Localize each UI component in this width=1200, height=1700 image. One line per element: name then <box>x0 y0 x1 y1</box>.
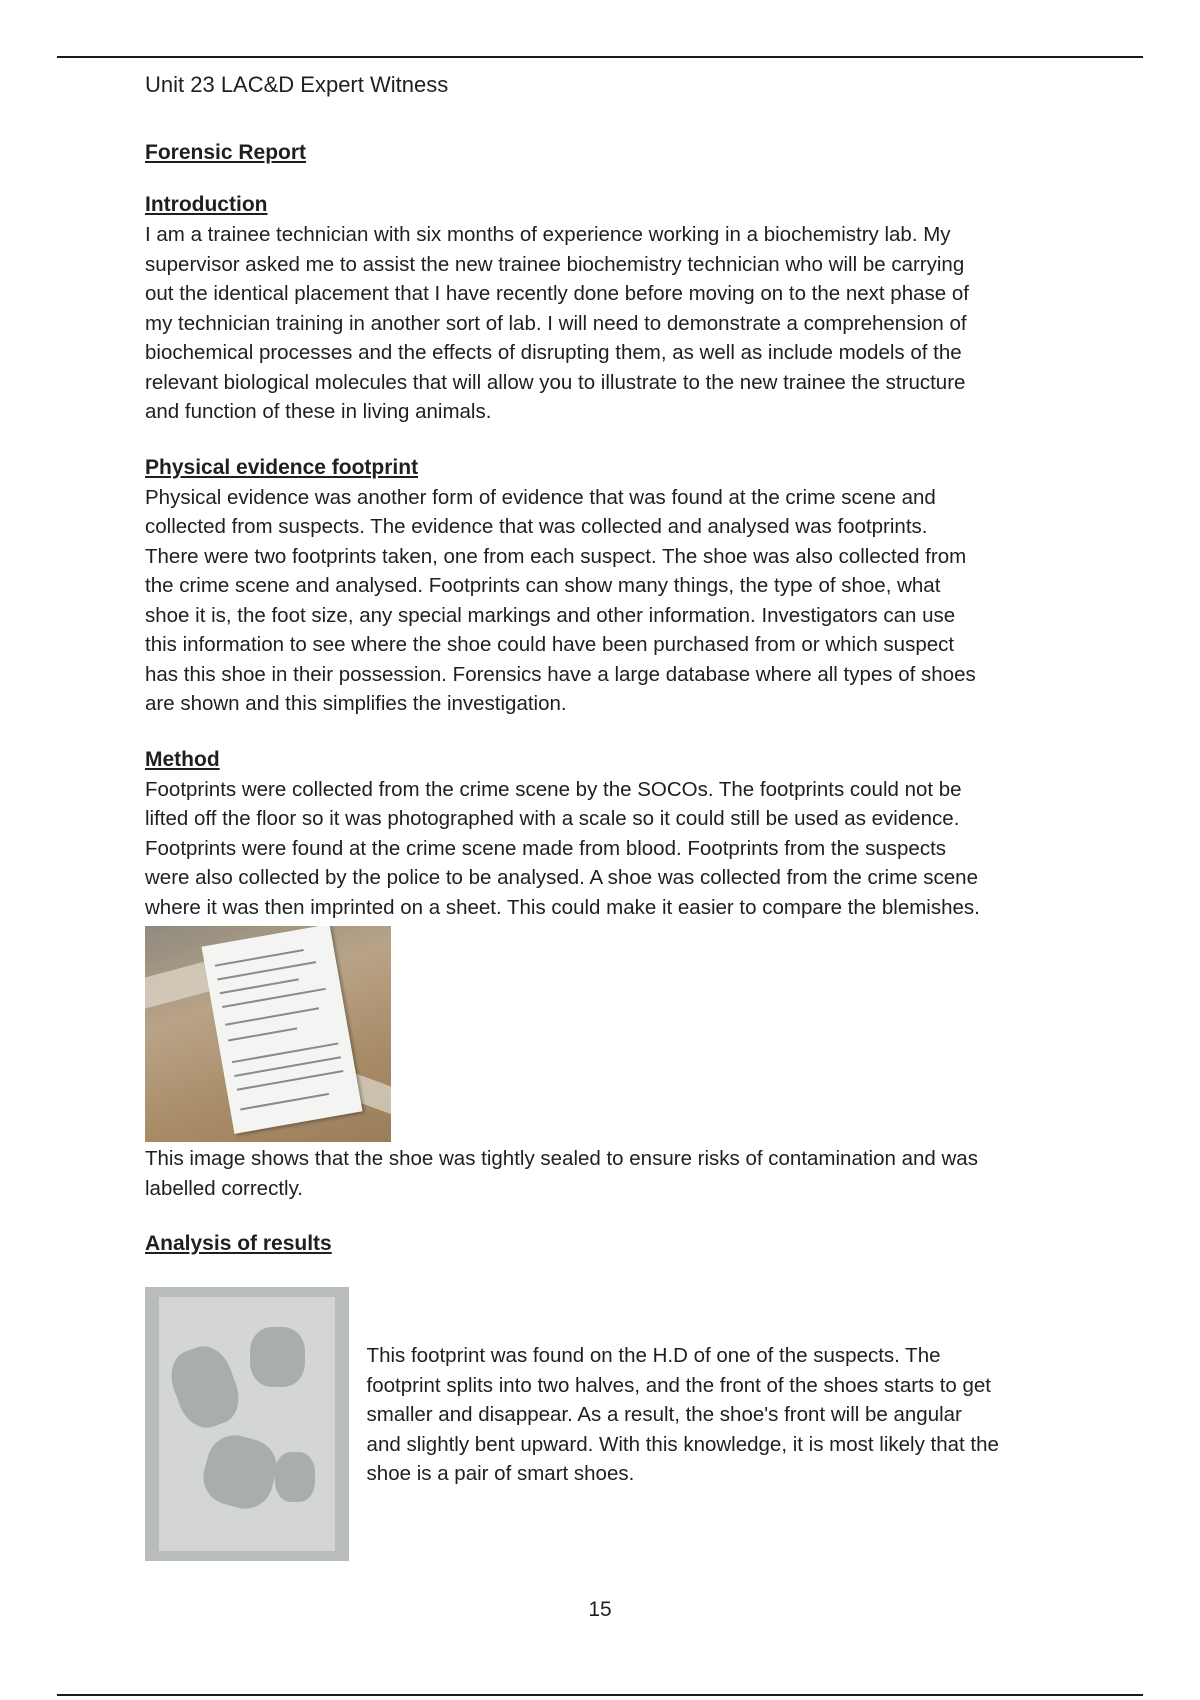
paragraph-line: and slightly bent upward. With this knowledge, it is most likely that the <box>366 1432 999 1456</box>
paragraph-line: where it was then imprinted on a sheet. This could make it easier to compare the blemishes. <box>145 895 980 919</box>
footprint-mark <box>275 1452 315 1502</box>
paragraph-line: Physical evidence was another form of evidence that was found at the crime scene and <box>145 485 936 509</box>
paragraph-line: Footprints were collected from the crime scene by the SOCOs. The footprints could not be <box>145 777 962 801</box>
paragraph-line: the crime scene and analysed. Footprints can show many things, the type of shoe, what <box>145 574 941 597</box>
analysis-paragraph <box>367 1341 1065 1561</box>
footprint-sheet <box>159 1297 335 1551</box>
paragraph-line: out the identical placement that I have recently done before moving on to the next phase of <box>145 282 969 305</box>
page-number: 15 <box>588 1598 612 1621</box>
paragraph-line: Footprints were found at the crime scene made from blood. Footprints from the suspects <box>145 836 947 860</box>
evidence-label-sheet <box>201 926 362 1134</box>
paragraph-line: smaller and disappear. As a result, the shoe's front will be angular <box>366 1403 962 1426</box>
paragraph-line: are shown and this simplifies the investigation. <box>145 692 567 715</box>
paragraph-line: this information to see where the shoe could have been purchased from or which suspect <box>145 633 955 656</box>
analysis-block <box>145 1287 1065 1561</box>
paragraph-line: shoe it is, the foot size, any special markings and other information. Investigators can use <box>145 603 956 627</box>
running-header: Unit 23 LAC&D Expert Witness <box>145 72 449 97</box>
paragraph-line: This footprint was found on the H.D of one of the suspects. The <box>366 1344 941 1367</box>
paragraph-line: I am a trainee technician with six months of experience working in a biochemistry lab. My <box>145 223 951 246</box>
caption-line: This image shows that the shoe was tightly sealed to ensure risks of contamination and was <box>145 1147 978 1170</box>
paragraph-line: shoe is a pair of smart shoes. <box>366 1462 635 1485</box>
paragraph-line: lifted off the floor so it was photographed with a scale so it could still be used as evidence. <box>145 807 960 830</box>
caption-line: labelled correctly. <box>145 1176 303 1200</box>
paragraph-line: There were two footprints taken, one from each suspect. The shoe was also collected from <box>145 544 967 568</box>
paragraph-line: biochemical processes and the effects of disrupting them, as well as include models of the <box>145 341 962 364</box>
photo-caption <box>145 1144 1065 1203</box>
analysis-heading: Analysis of results <box>145 1232 332 1255</box>
paragraph-line: collected from suspects. The evidence that was collected and analysed was footprints. <box>145 515 928 538</box>
header-rule <box>57 56 1143 58</box>
paragraph-line: has this shoe in their possession. Forensics have a large database where all types of shoes <box>145 662 976 686</box>
paragraph-line: my technician training in another sort of lab. I will need to demonstrate a comprehension of <box>145 311 967 335</box>
physical-evidence-heading: Physical evidence footprint <box>145 455 419 479</box>
paragraph-line: supervisor asked me to assist the new trainee biochemistry technician who will be carrying <box>145 252 965 276</box>
paragraph-line: relevant biological molecules that will allow you to illustrate to the new trainee the structure <box>145 370 966 394</box>
introduction-heading: Introduction <box>145 193 268 216</box>
footer-rule <box>57 1694 1143 1696</box>
paragraph-line: and function of these in living animals. <box>145 400 492 423</box>
physical-evidence-paragraph <box>145 483 1065 719</box>
sealed-shoe-evidence-photo <box>145 926 391 1142</box>
report-title: Forensic Report <box>145 141 307 164</box>
footprint-mark <box>250 1327 305 1387</box>
method-paragraph <box>145 775 1065 923</box>
paragraph-line: were also collected by the police to be analysed. A shoe was collected from the crime scene <box>145 866 978 889</box>
footprint-photo <box>145 1287 349 1561</box>
paragraph-line: footprint splits into two halves, and the front of the shoes starts to get <box>366 1373 992 1397</box>
introduction-paragraph <box>145 220 1065 427</box>
document-page <box>145 68 1065 1561</box>
method-heading: Method <box>145 747 220 771</box>
